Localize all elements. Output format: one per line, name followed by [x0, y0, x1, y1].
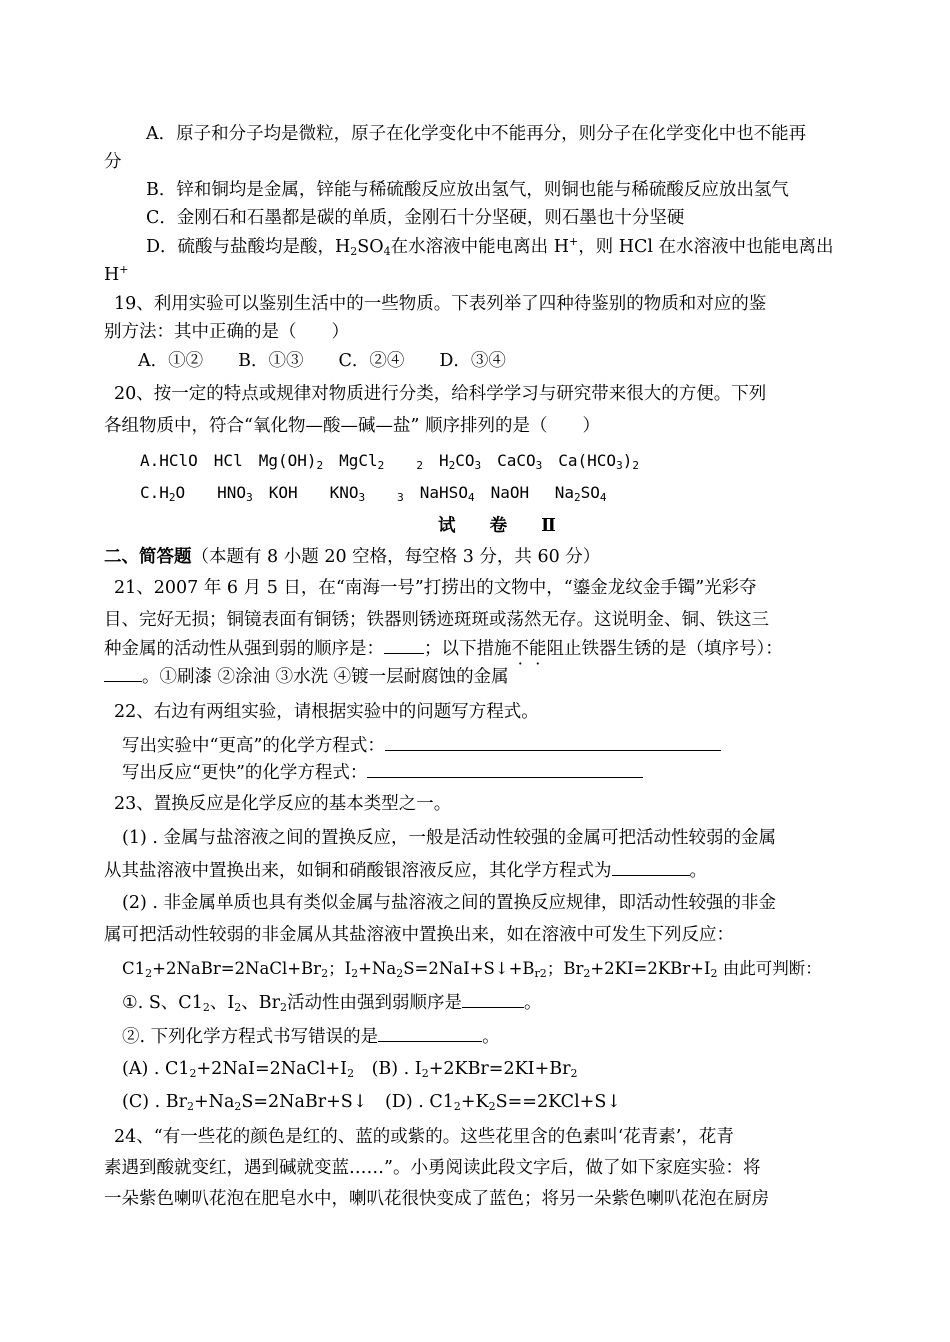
q24-line3: 一朵紫色喇叭花泡在肥皂水中，喇叭花很快变成了蓝色；将另一朵紫色喇叭花泡在厨房	[104, 1189, 769, 1209]
q23-blank-equation[interactable]	[612, 859, 690, 876]
q23-part1-line1: (1) . 金属与盐溶液之间的置换反应，一般是活动性较强的金属可把活动性较弱的金属	[122, 828, 776, 848]
q18-option-d-line2: H+	[104, 263, 129, 285]
q20-option-a: A.HClO HCl $Mg(OH)_2$ MgCl$_2$ $_2$ $H_2CO_3$ CaCO$_3$ $Ca(HCO_3)_2$	[140, 451, 639, 472]
q18-option-a-line1: A．原子和分子均是微粒，原子在化学变化中不能再分，则分子在化学变化中也不能再	[146, 124, 807, 144]
q19-options: A．①② B．①③ C．②④ D．③④	[138, 351, 506, 371]
q19-stem-line1: 19、利用实验可以鉴别生活中的一些物质。下表列举了四种待鉴别的物质和对应的鉴	[114, 294, 767, 314]
section2-heading: 二、简答题（本题有 8 小题 20 空格，每空格 3 分，共 60 分）	[104, 547, 601, 567]
q18-option-b: B．锌和铜均是金属，锌能与稀硫酸反应放出氢气，则铜也能与稀硫酸反应放出氢气	[146, 180, 789, 200]
q21-line1: 21、2007 年 6 月 5 日，在“南海一号”打捞出的文物中，“鎏金龙纹金手镯”光彩夺	[114, 578, 757, 598]
q20-option-c: $C.H_2O$ $HNO_3$ KOH $KNO_3$ $_3$ NaHSO$_4$ NaOH $Na_2SO_4$	[140, 483, 607, 504]
q21-line3: 种金属的活动性从强到弱的顺序是： ；以下措施不能阻止铁器生锈的是（填序号）：	[104, 639, 783, 659]
q18-option-a-line2: 分	[104, 152, 122, 172]
q20-stem-line2: 各组物质中，符合“氧化物—酸—碱—盐” 顺序排列的是（ ）	[104, 416, 600, 436]
q21-line2: 目、完好无损；铜镜表面有铜锈；铁器则锈迹斑斑或荡然无存。这说明金、铜、铁这三	[104, 610, 769, 630]
q21-line4: 。①刷漆 ②涂油 ③水洗 ④镀一层耐腐蚀的金属	[104, 665, 509, 688]
q23-options-ab: (A) . $C1_2+2NaI=2NaCl+I_2$ (B) . $I_2+2KBr=2KI+Br_2$	[122, 1059, 578, 1080]
q19-stem-line2: 别方法：其中正确的是（ ）	[104, 322, 349, 342]
q22-line2: 写出实验中“更高”的化学方程式：	[122, 734, 721, 757]
section-title: 试 卷 Ⅱ	[438, 516, 570, 536]
q22-blank-higher[interactable]	[385, 734, 721, 751]
q23-blank-wrong[interactable]	[378, 1025, 482, 1042]
q22-blank-faster[interactable]	[367, 761, 643, 778]
q23-sub2: ②. 下列化学方程式书写错误的是 。	[122, 1027, 500, 1047]
q23-blank-order[interactable]	[462, 991, 524, 1008]
q18-option-d-line1: D．硫酸与盐酸均是酸，$H_2SO_4$在水溶液中能电离出 H+，则 HCl 在水溶液中也能电离出	[146, 235, 834, 258]
q23-options-cd: (C) . $Br_2+Na_2S=2NaBr+S↓$ (D) . $C1_2+K_2S==2KCl+S↓$	[122, 1092, 621, 1113]
q21-blank-measure[interactable]	[104, 665, 142, 682]
q22-line3: 写出反应“更快”的化学方程式：	[122, 761, 643, 784]
q23-part1-line2: 从其盐溶液中置换出来，如铜和硝酸银溶液反应，其化学方程式为 。	[104, 861, 707, 881]
q23-part2-line1: (2) . 非金属单质也具有类似金属与盐溶液之间的置换反应规律，即活动性较强的非金	[122, 893, 776, 913]
q21-blank-order[interactable]	[384, 637, 424, 654]
q20-stem-line1: 20、按一定的特点或规律对物质进行分类，给科学学习与研究带来很大的方便。下列	[114, 384, 767, 404]
q23-line1: 23、置换反应是化学反应的基本类型之一。	[114, 794, 452, 814]
q24-line2: 素遇到酸就变红，遇到碱就变蓝……”。小勇阅读此段文字后，做了如下家庭实验：将	[104, 1158, 761, 1178]
q18-option-c: C．金刚石和石墨都是碳的单质，金刚石十分坚硬，则石墨也十分坚硬	[146, 208, 685, 228]
q22-line1: 22、右边有两组实验，请根据实验中的问题写方程式。	[114, 702, 539, 722]
q24-line1: 24、“有一些花的颜色是红的、蓝的或紫的。这些花里含的色素叫‘花青素’，花青	[114, 1127, 734, 1147]
q23-part2-line2: 属可把活动性较弱的非金属从其盐溶液中置换出来，如在溶液中可发生下列反应：	[104, 925, 734, 945]
q23-sub1: ①. S、$C1_2$、$I_2$、$Br_2$活动性由强到弱顺序是 。	[122, 993, 542, 1014]
q23-equations: $C1_2+2NaBr=2NaCl+Br_2$；$I_2+Na_2S=2NaI+S↓+B_{r2}$；$Br_2+2KI=2KBr+I_2$ 由此可判断：	[122, 959, 822, 980]
